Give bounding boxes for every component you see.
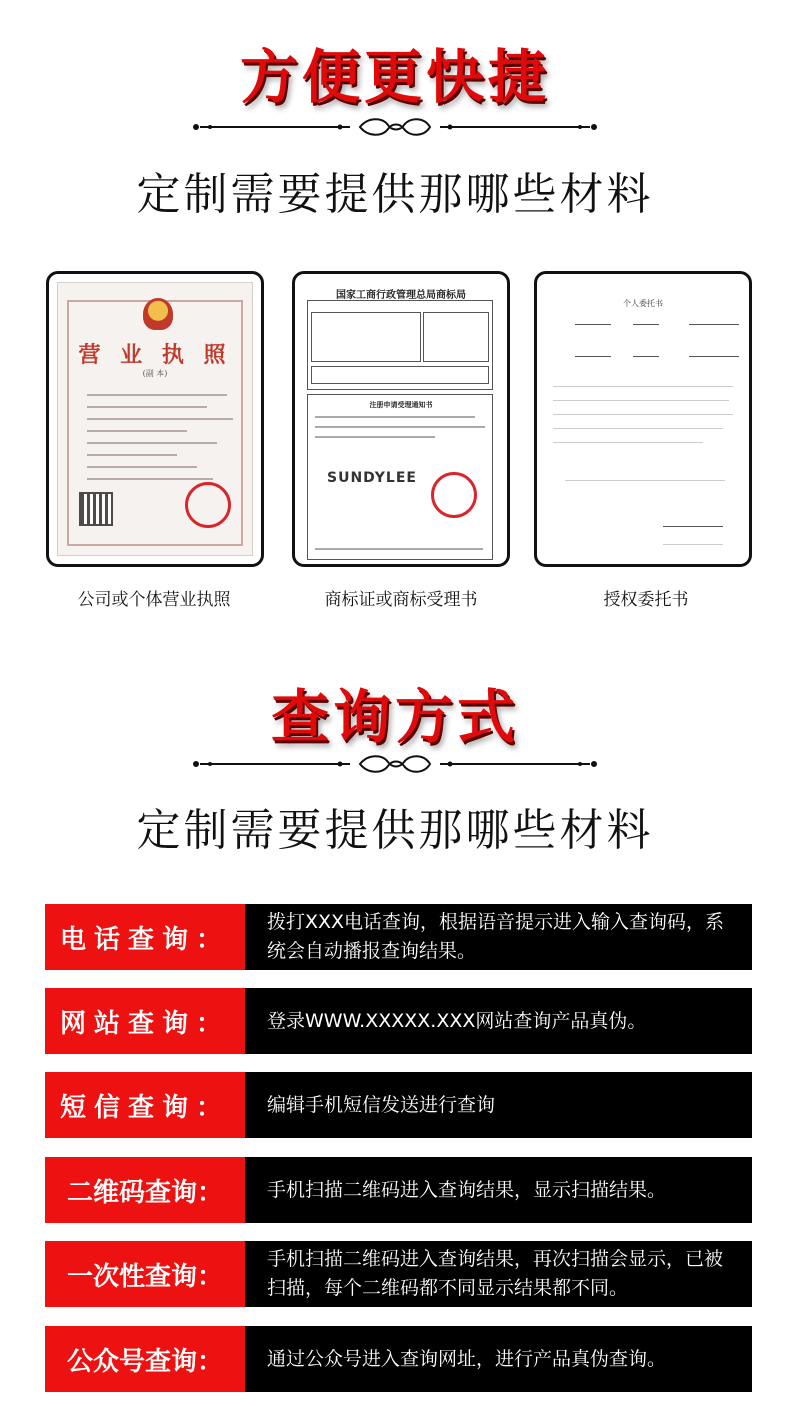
query-label-phone: 电话查询： [45,904,245,970]
caption-business-license: 公司或个体营业执照 [77,590,231,610]
query-desc-website: 登录WWW.XXXXX.XXX网站查询产品真伪。 [245,988,752,1054]
query-row-website [45,988,752,1054]
query-row-sms [45,1072,752,1138]
trademark-certificate-image [303,282,499,556]
business-license-image [57,282,253,556]
authorization-letter-card [534,271,752,567]
business-license-card [46,271,264,567]
query-label-sms: 短信查询： [45,1072,245,1138]
query-row-one-time [45,1241,752,1307]
query-label-one-time: 一次性查询： [45,1241,245,1307]
ornament-divider-icon [190,752,600,776]
ornament-divider-icon [190,115,600,139]
query-desc-phone: 拨打XXX电话查询，根据语音提示进入输入查询码，系统会自动播报查询结果。 [245,904,752,970]
national-emblem-icon [143,298,173,330]
query-label-qrcode: 二维码查询： [45,1157,245,1223]
section-title-query-methods: 查询方式 [270,683,519,751]
authorization-letter-image [545,282,741,556]
receipt-notice-heading: 注册申请受理通知书 [369,401,433,409]
license-heading: 营 业 执 照 [78,342,232,368]
query-row-qrcode [45,1157,752,1223]
license-note: (副 本) [142,369,168,378]
section-subtitle-materials-2: 定制需要提供那哪些材料 [136,805,654,856]
query-desc-official-account: 通过公众号进入查询网址，进行产品真伪查询。 [245,1326,752,1392]
trademark-certificate-card [292,271,510,567]
query-label-official-account: 公众号查询： [45,1326,245,1392]
query-desc-qrcode: 手机扫描二维码进入查询结果，显示扫描结果。 [245,1157,752,1223]
query-row-phone [45,904,752,970]
query-label-website: 网站查询： [45,988,245,1054]
authorization-heading: 个人委托书 [623,299,663,308]
trademark-seal-icon [431,472,477,518]
caption-authorization: 授权委托书 [603,590,689,610]
query-desc-sms: 编辑手机短信发送进行查询 [245,1072,752,1138]
caption-trademark: 商标证或商标受理书 [324,590,478,610]
red-seal-icon [185,482,231,528]
section-title-convenient: 方便更快捷 [239,43,550,111]
query-desc-one-time: 手机扫描二维码进入查询结果，再次扫描会显示，已被扫描，每个二维码都不同显示结果都不同。 [245,1241,752,1307]
trademark-brand-name: SUNDYLEE [327,470,417,486]
qr-code-icon [79,492,113,526]
trademark-office-heading: 国家工商行政管理总局商标局 [336,290,466,301]
query-row-official-account [45,1326,752,1392]
section-subtitle-materials: 定制需要提供那哪些材料 [136,169,654,220]
